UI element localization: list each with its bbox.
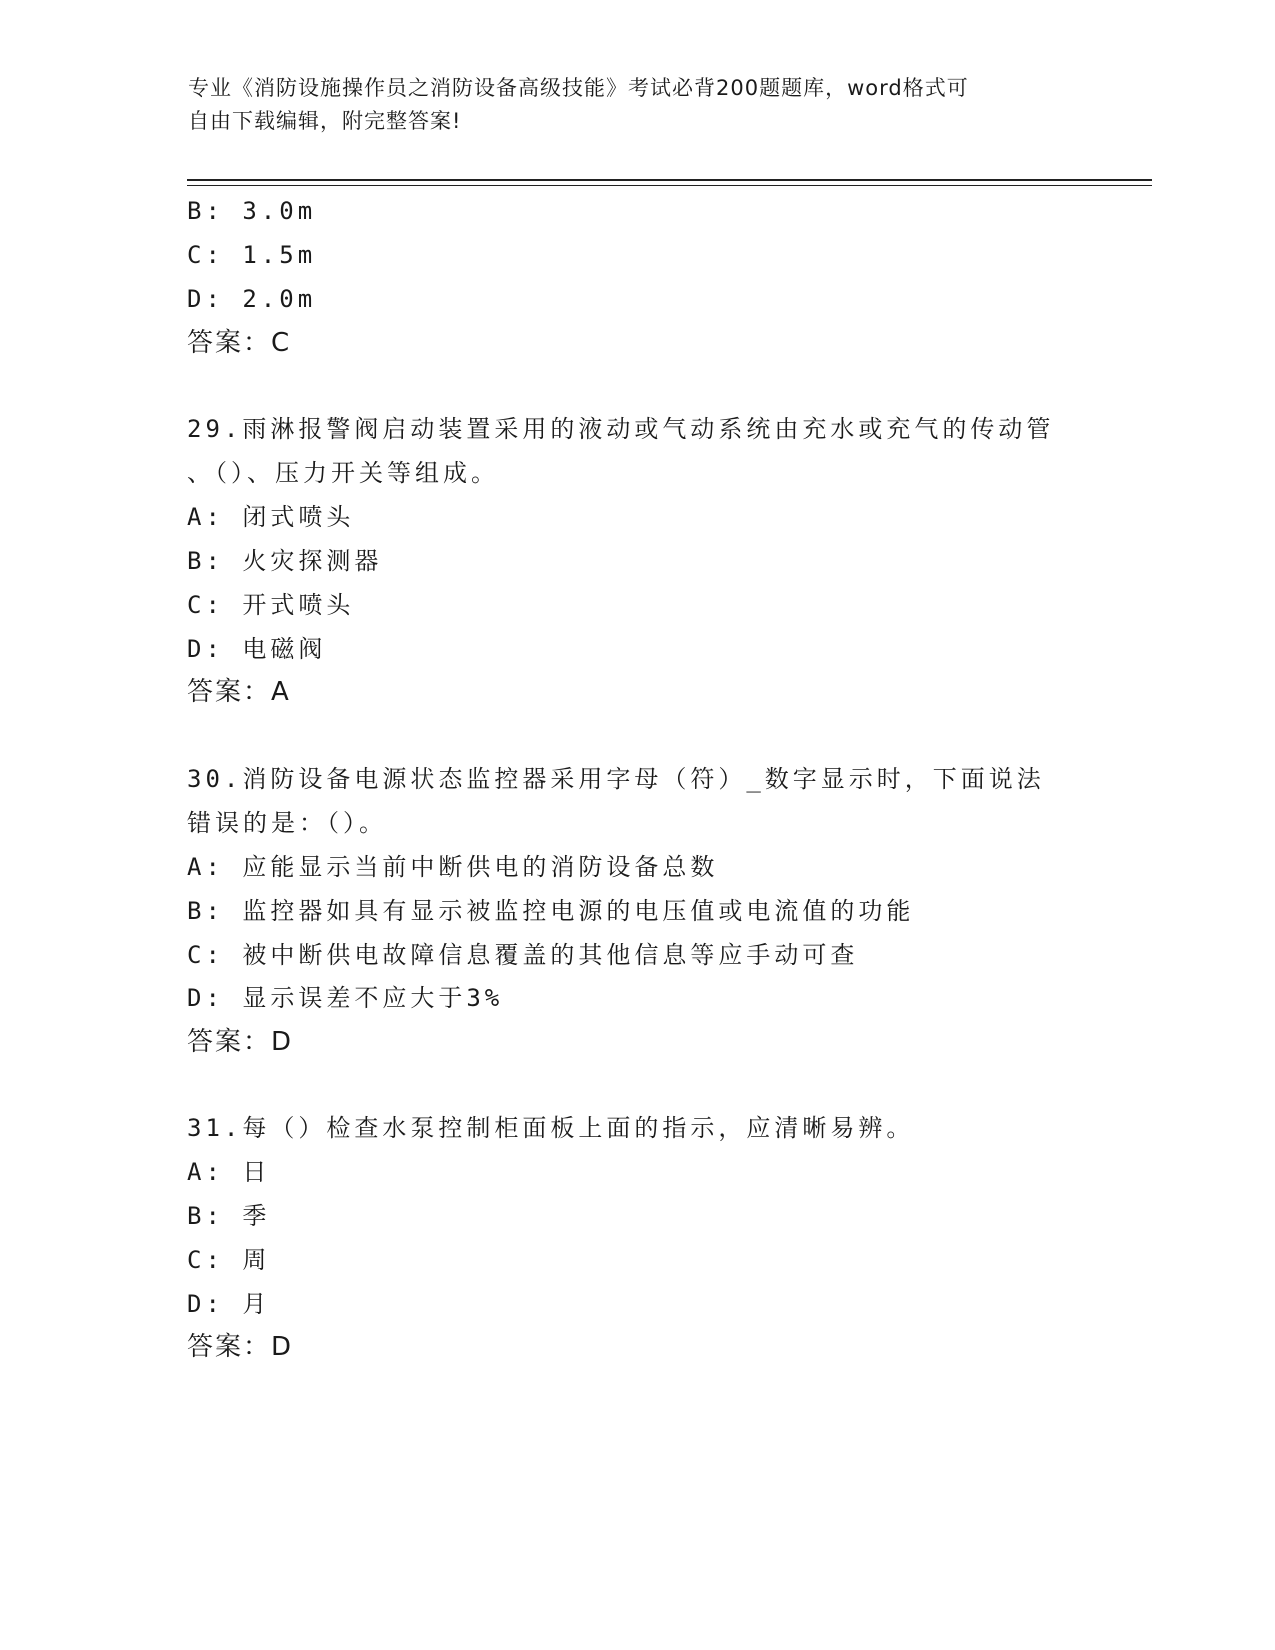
q31-answer: 答案：D bbox=[187, 1332, 294, 1362]
q29-option-c: C: 开式喷头 bbox=[187, 591, 355, 619]
q29-option-a: A: 闭式喷头 bbox=[187, 503, 355, 531]
q30-stem-line-2: 错误的是：（）。 bbox=[187, 809, 387, 837]
header-divider-thick bbox=[187, 179, 1152, 181]
q29-stem-line-1: 29.雨淋报警阀启动装置采用的液动或气动系统由充水或充气的传动管 bbox=[187, 415, 1055, 443]
q31-option-d: D: 月 bbox=[187, 1290, 271, 1318]
q28-option-c: C: 1.5m bbox=[187, 241, 317, 269]
q29-stem-line-2: 、（）、压力开关等组成。 bbox=[187, 459, 499, 487]
q30-option-b: B: 监控器如具有显示被监控电源的电压值或电流值的功能 bbox=[187, 897, 915, 925]
q30-option-a: A: 应能显示当前中断供电的消防设备总数 bbox=[187, 853, 719, 881]
q29-answer: 答案：A bbox=[187, 677, 291, 707]
q30-option-d: D: 显示误差不应大于3% bbox=[187, 984, 504, 1012]
q29-option-d: D: 电磁阀 bbox=[187, 635, 327, 663]
q31-option-b: B: 季 bbox=[187, 1202, 271, 1230]
q28-answer: 答案：C bbox=[187, 328, 292, 358]
q31-option-a: A: 日 bbox=[187, 1158, 271, 1186]
header-divider-thin bbox=[187, 185, 1152, 186]
q28-option-d: D: 2.0m bbox=[187, 285, 317, 313]
q31-stem: 31.每（）检查水泵控制柜面板上面的指示，应清晰易辨。 bbox=[187, 1114, 915, 1142]
q29-option-b: B: 火灾探测器 bbox=[187, 547, 383, 575]
q30-answer: 答案：D bbox=[187, 1027, 294, 1057]
q30-stem-line-1: 30.消防设备电源状态监控器采用字母（符）_数字显示时，下面说法 bbox=[187, 765, 1045, 793]
header-line-2: 自由下载编辑，附完整答案! bbox=[188, 109, 462, 133]
q28-option-b: B: 3.0m bbox=[187, 197, 317, 225]
q31-option-c: C: 周 bbox=[187, 1246, 271, 1274]
header-line-1: 专业《消防设施操作员之消防设备高级技能》考试必背200题题库，word格式可 bbox=[188, 76, 969, 100]
document-header bbox=[188, 72, 1088, 138]
q30-option-c: C: 被中断供电故障信息覆盖的其他信息等应手动可查 bbox=[187, 941, 859, 969]
